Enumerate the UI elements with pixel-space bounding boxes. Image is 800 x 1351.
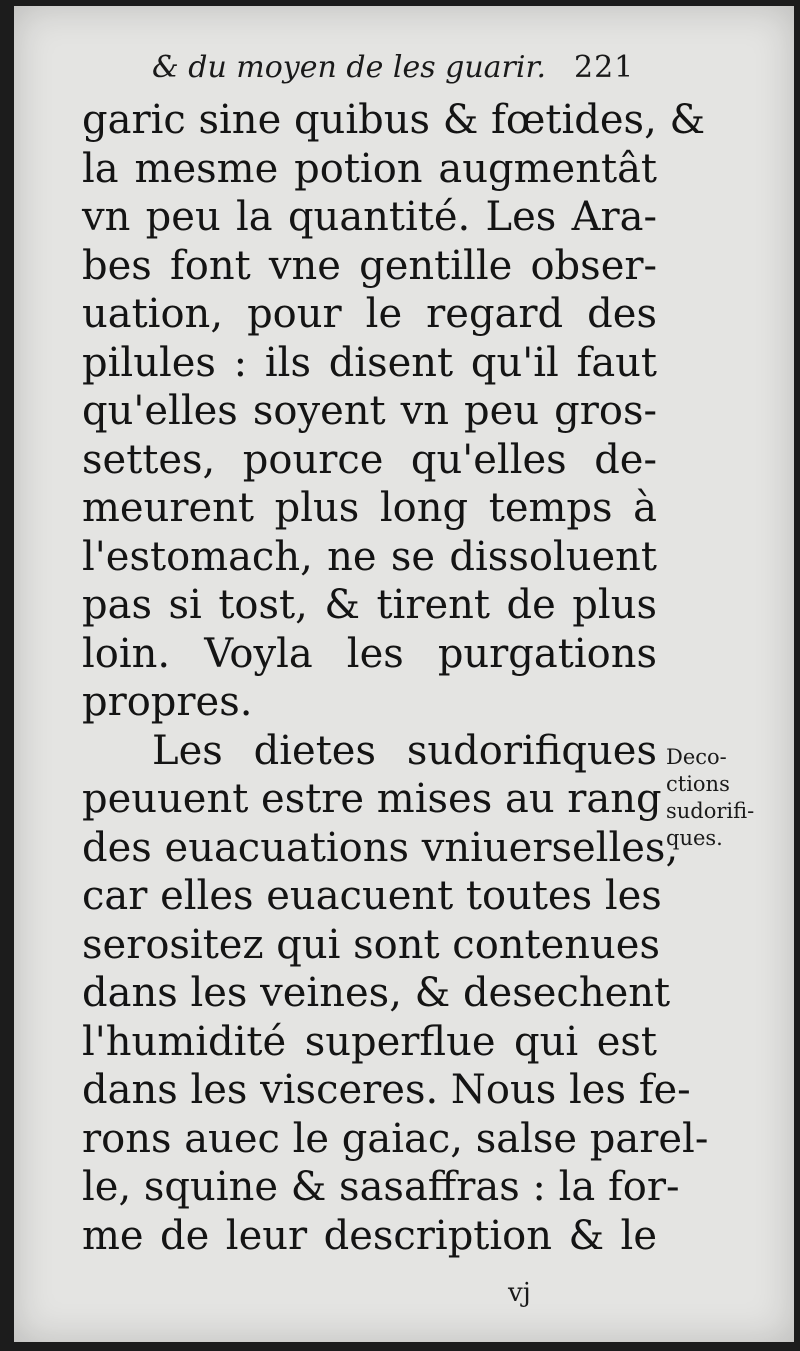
text-line: des euacuations vniuerselles,: [82, 824, 679, 871]
text-line: settes, pource qu'elles de-: [82, 436, 657, 483]
signature-mark: vj: [508, 1278, 531, 1308]
text-line: garic sine quibus & fœtides, &: [82, 97, 706, 143]
margin-note-line: ctions: [666, 772, 730, 796]
margin-note: [666, 744, 796, 852]
text-line: qu'elles soyent vn peu gros-: [82, 388, 657, 434]
text-line: serositez qui sont contenues: [82, 921, 661, 968]
text-line: rons auec le gaiac, salse parel-: [82, 1115, 709, 1162]
text-line: loin. Voyla les purgations: [82, 630, 657, 677]
text-line: le, squine & sasaffras : la for-: [82, 1164, 680, 1210]
text-line: pas si tost, & tirent de plus: [82, 582, 657, 628]
text-line: me de leur description & le: [82, 1212, 657, 1259]
margin-note-line: Deco-: [666, 745, 727, 769]
text-line: dans les veines, & desechent: [82, 970, 671, 1016]
book-page: [14, 6, 794, 1342]
text-line: dans les visceres. Nous les fe-: [82, 1067, 691, 1113]
text-line: la mesme potion augmentât: [82, 145, 657, 192]
text-line: uation, pour le regard des: [82, 291, 657, 337]
text-line: peuuent estre mises au rang: [82, 776, 662, 822]
text-line: propres.: [82, 679, 253, 725]
running-header: & du moyen de les guarir.: [152, 50, 547, 85]
page-number: 221: [574, 50, 635, 85]
text-line: l'humidité superflue qui est: [82, 1018, 657, 1065]
text-line: car elles euacuent toutes les: [82, 873, 662, 919]
text-line: vn peu la quantité. Les Ara-: [82, 194, 657, 240]
text-line: meurent plus long temps à: [82, 485, 657, 531]
margin-note-line: ques.: [666, 826, 723, 850]
text-line: pilules : ils disent qu'il faut: [82, 339, 657, 386]
text-line: bes font vne gentille obser-: [82, 242, 657, 289]
margin-note-line: sudorifi-: [666, 799, 755, 823]
text-line: l'estomach, ne se dissoluent: [82, 533, 657, 580]
text-line: Les dietes sudorifiques: [152, 727, 657, 774]
